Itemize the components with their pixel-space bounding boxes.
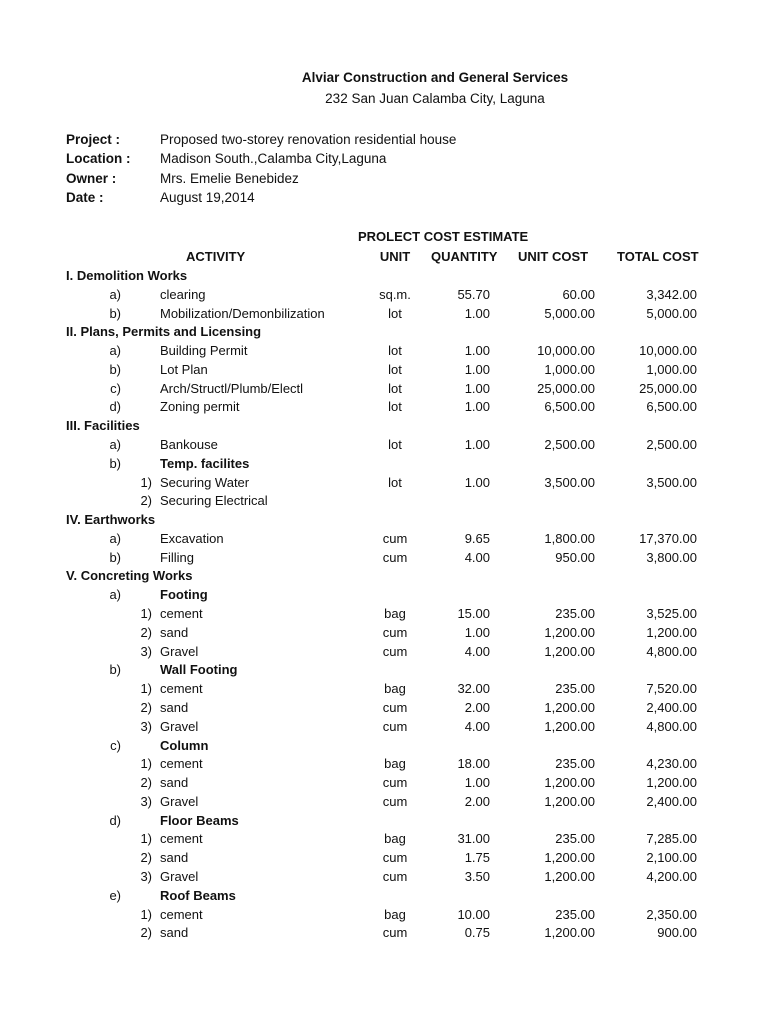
item-description: cement <box>160 831 203 847</box>
item-description: Securing Water <box>160 474 250 490</box>
item-unit-cost: 3,500.00 <box>544 474 595 490</box>
item-quantity: 0.75 <box>464 925 490 941</box>
item-total-cost: 2,400.00 <box>646 699 697 715</box>
item-description: Mobilization/Demonbilization <box>160 305 325 321</box>
info-label: Location : <box>66 151 131 166</box>
item-label: c) <box>110 737 121 753</box>
info-value: August 19,2014 <box>160 190 255 205</box>
table-row <box>0 662 768 681</box>
table-row <box>0 644 768 663</box>
item-unit: bag <box>384 681 406 697</box>
table-row <box>0 362 768 381</box>
item-unit-cost: 10,000.00 <box>537 343 595 359</box>
item-unit: lot <box>388 380 402 396</box>
item-unit-cost: 1,200.00 <box>544 868 595 884</box>
item-total-cost: 4,230.00 <box>646 756 697 772</box>
item-description: Floor Beams <box>160 812 239 828</box>
item-unit: lot <box>388 437 402 453</box>
table-row <box>0 756 768 775</box>
item-quantity: 4.00 <box>464 718 490 734</box>
item-total-cost: 17,370.00 <box>639 530 697 546</box>
item-unit: bag <box>384 831 406 847</box>
item-quantity: 1.00 <box>464 775 490 791</box>
item-label: d) <box>109 399 121 415</box>
table-row <box>0 456 768 475</box>
table-row <box>0 813 768 832</box>
item-unit: cum <box>382 643 408 659</box>
item-label: c) <box>110 380 121 396</box>
item-label: a) <box>109 286 121 302</box>
item-total-cost: 4,800.00 <box>646 643 697 659</box>
item-description: Wall Footing <box>160 662 238 678</box>
item-description: Building Permit <box>160 343 248 359</box>
item-quantity: 32.00 <box>457 681 490 697</box>
item-label: 2) <box>140 775 152 791</box>
item-unit: cum <box>382 624 408 640</box>
item-total-cost: 7,285.00 <box>646 831 697 847</box>
column-header-unit-cost: UNIT COST <box>518 249 589 264</box>
item-description: cement <box>160 681 203 697</box>
estimate-title: PROLECT COST ESTIMATE <box>358 229 529 244</box>
item-unit: cum <box>382 718 408 734</box>
item-quantity: 4.00 <box>464 643 490 659</box>
item-quantity: 1.00 <box>464 474 490 490</box>
item-unit-cost: 1,200.00 <box>544 699 595 715</box>
item-unit-cost: 1,200.00 <box>544 643 595 659</box>
item-label: a) <box>109 343 121 359</box>
item-unit-cost: 25,000.00 <box>537 380 595 396</box>
item-label: 3) <box>140 718 152 734</box>
item-quantity: 15.00 <box>457 606 490 622</box>
item-unit: cum <box>382 530 408 546</box>
item-unit-cost: 1,200.00 <box>544 718 595 734</box>
section-row <box>0 324 768 343</box>
table-row <box>0 907 768 926</box>
item-description: Bankouse <box>160 437 218 453</box>
item-label: b) <box>109 305 121 321</box>
item-total-cost: 5,000.00 <box>646 305 697 321</box>
item-label: a) <box>109 530 121 546</box>
item-unit-cost: 235.00 <box>555 681 595 697</box>
item-label: 2) <box>140 493 152 509</box>
item-description: sand <box>160 850 189 866</box>
item-unit: lot <box>388 361 402 377</box>
table-row <box>0 925 768 944</box>
item-unit-cost: 5,000.00 <box>544 305 595 321</box>
item-quantity: 1.00 <box>464 399 490 415</box>
item-unit-cost: 6,500.00 <box>544 399 595 415</box>
item-description: sand <box>160 699 189 715</box>
item-label: 2) <box>140 624 152 640</box>
item-quantity: 4.00 <box>464 549 490 565</box>
item-quantity: 10.00 <box>457 906 490 922</box>
table-row <box>0 550 768 569</box>
item-description: cement <box>160 756 203 772</box>
item-description: Securing Electrical <box>160 493 268 509</box>
table-row <box>0 343 768 362</box>
table-row <box>0 738 768 757</box>
item-description: Roof Beams <box>160 887 236 903</box>
item-quantity: 55.70 <box>457 286 490 302</box>
item-unit: cum <box>382 549 408 565</box>
table-row <box>0 531 768 550</box>
item-quantity: 2.00 <box>464 793 490 809</box>
item-unit-cost: 1,000.00 <box>544 361 595 377</box>
item-description: Temp. facilites <box>160 455 250 471</box>
item-description: Zoning permit <box>160 399 240 415</box>
item-unit: cum <box>382 775 408 791</box>
item-unit-cost: 235.00 <box>555 756 595 772</box>
item-unit-cost: 1,200.00 <box>544 925 595 941</box>
item-unit-cost: 1,800.00 <box>544 530 595 546</box>
item-label: 3) <box>140 643 152 659</box>
item-description: Column <box>160 737 209 753</box>
section-row <box>0 568 768 587</box>
item-description: Gravel <box>160 643 199 659</box>
table-row <box>0 850 768 869</box>
item-total-cost: 1,200.00 <box>646 624 697 640</box>
info-value: Proposed two-storey renovation residential house <box>160 132 457 147</box>
item-total-cost: 2,350.00 <box>646 906 697 922</box>
item-label: d) <box>109 812 121 828</box>
section-heading: V. Concreting Works <box>66 568 193 584</box>
item-total-cost: 6,500.00 <box>646 399 697 415</box>
item-unit-cost: 1,200.00 <box>544 775 595 791</box>
table-row <box>0 475 768 494</box>
item-unit: bag <box>384 906 406 922</box>
item-quantity: 1.00 <box>464 380 490 396</box>
item-label: 1) <box>140 681 152 697</box>
item-label: a) <box>109 437 121 453</box>
item-total-cost: 2,400.00 <box>646 793 697 809</box>
item-unit-cost: 950.00 <box>555 549 595 565</box>
section-heading: I. Demolition Works <box>66 268 188 283</box>
item-label: 2) <box>140 925 152 941</box>
item-label: 3) <box>140 868 152 884</box>
column-header-total-cost: TOTAL COST <box>617 249 699 264</box>
info-label: Project : <box>66 132 121 147</box>
company-name: Alviar Construction and General Services <box>301 70 569 85</box>
item-quantity: 1.00 <box>464 361 490 377</box>
item-total-cost: 900.00 <box>657 925 697 941</box>
item-unit: cum <box>382 793 408 809</box>
item-unit: lot <box>388 399 402 415</box>
item-unit-cost: 235.00 <box>555 606 595 622</box>
item-unit: lot <box>388 305 402 321</box>
item-total-cost: 25,000.00 <box>639 380 697 396</box>
item-unit: sq.m. <box>379 286 411 302</box>
item-description: Footing <box>160 587 208 603</box>
item-quantity: 18.00 <box>457 756 490 772</box>
item-label: 1) <box>140 831 152 847</box>
item-label: a) <box>109 587 121 603</box>
item-description: Gravel <box>160 793 199 809</box>
table-row <box>0 888 768 907</box>
item-label: b) <box>109 662 121 678</box>
table-row <box>0 287 768 306</box>
column-header-unit: UNIT <box>379 249 411 264</box>
item-label: 1) <box>140 474 152 490</box>
item-total-cost: 2,100.00 <box>646 850 697 866</box>
item-label: b) <box>109 455 121 471</box>
item-unit: cum <box>382 699 408 715</box>
info-label: Owner : <box>66 171 117 186</box>
item-unit-cost: 235.00 <box>555 831 595 847</box>
item-unit-cost: 1,200.00 <box>544 793 595 809</box>
item-total-cost: 4,800.00 <box>646 718 697 734</box>
item-description: Lot Plan <box>160 361 208 377</box>
item-quantity: 1.00 <box>464 624 490 640</box>
item-total-cost: 3,500.00 <box>646 474 697 490</box>
item-total-cost: 1,200.00 <box>646 775 697 791</box>
table-row <box>0 606 768 625</box>
item-label: b) <box>109 361 121 377</box>
item-total-cost: 1,000.00 <box>646 361 697 377</box>
section-heading: II. Plans, Permits and Licensing <box>66 324 262 340</box>
item-unit: bag <box>384 756 406 772</box>
table-row <box>0 831 768 850</box>
item-total-cost: 3,525.00 <box>646 606 697 622</box>
item-unit: cum <box>382 850 408 866</box>
item-total-cost: 2,500.00 <box>646 437 697 453</box>
section-heading: III. Facilities <box>66 418 140 434</box>
item-unit-cost: 1,200.00 <box>544 624 595 640</box>
item-description: Gravel <box>160 868 199 884</box>
table-row <box>0 869 768 888</box>
item-unit: lot <box>388 474 402 490</box>
item-total-cost: 3,800.00 <box>646 549 697 565</box>
item-label: b) <box>109 549 121 565</box>
info-value: Madison South.,Calamba City,Laguna <box>160 151 387 166</box>
company-address: 232 San Juan Calamba City, Laguna <box>325 91 545 106</box>
table-row <box>0 700 768 719</box>
item-quantity: 1.00 <box>464 437 490 453</box>
item-quantity: 3.50 <box>464 868 490 884</box>
table-row <box>0 775 768 794</box>
table-row <box>0 381 768 400</box>
column-header-quantity: QUANTITY <box>431 249 498 264</box>
item-unit: bag <box>384 606 406 622</box>
item-unit: cum <box>382 925 408 941</box>
column-header-activity: ACTIVITY <box>186 249 246 264</box>
item-description: Excavation <box>160 530 224 546</box>
item-label: 2) <box>140 699 152 715</box>
item-unit-cost: 235.00 <box>555 906 595 922</box>
item-description: Gravel <box>160 718 199 734</box>
item-description: sand <box>160 925 189 941</box>
item-label: 1) <box>140 756 152 772</box>
table-row <box>0 399 768 418</box>
section-row <box>0 418 768 437</box>
item-label: 2) <box>140 850 152 866</box>
item-description: sand <box>160 775 189 791</box>
item-quantity: 9.65 <box>464 530 490 546</box>
item-quantity: 2.00 <box>464 699 490 715</box>
item-total-cost: 7,520.00 <box>646 681 697 697</box>
item-unit: cum <box>382 868 408 884</box>
item-description: cement <box>160 906 203 922</box>
info-value: Mrs. Emelie Benebidez <box>160 171 299 186</box>
item-description: cement <box>160 606 203 622</box>
item-unit-cost: 1,200.00 <box>544 850 595 866</box>
item-total-cost: 10,000.00 <box>639 343 697 359</box>
item-total-cost: 3,342.00 <box>646 286 697 302</box>
item-quantity: 1.75 <box>464 850 490 866</box>
section-row <box>0 512 768 531</box>
item-total-cost: 4,200.00 <box>646 868 697 884</box>
section-heading: IV. Earthworks <box>66 512 156 528</box>
item-description: Filling <box>160 549 194 565</box>
item-quantity: 1.00 <box>464 343 490 359</box>
item-unit: lot <box>388 343 402 359</box>
item-label: 1) <box>140 906 152 922</box>
item-unit-cost: 2,500.00 <box>544 437 595 453</box>
table-row <box>0 625 768 644</box>
table-row <box>0 681 768 700</box>
table-row <box>0 794 768 813</box>
item-label: e) <box>109 887 121 903</box>
table-row <box>0 719 768 738</box>
item-quantity: 1.00 <box>464 305 490 321</box>
item-description: clearing <box>160 286 206 302</box>
table-row <box>0 587 768 606</box>
section-row <box>0 268 768 287</box>
item-unit-cost: 60.00 <box>562 286 595 302</box>
table-row <box>0 437 768 456</box>
item-label: 3) <box>140 793 152 809</box>
info-label: Date : <box>66 190 104 205</box>
item-description: sand <box>160 624 189 640</box>
table-row <box>0 493 768 512</box>
table-row <box>0 306 768 325</box>
item-description: Arch/Structl/Plumb/Electl <box>160 380 304 396</box>
item-label: 1) <box>140 606 152 622</box>
item-quantity: 31.00 <box>457 831 490 847</box>
